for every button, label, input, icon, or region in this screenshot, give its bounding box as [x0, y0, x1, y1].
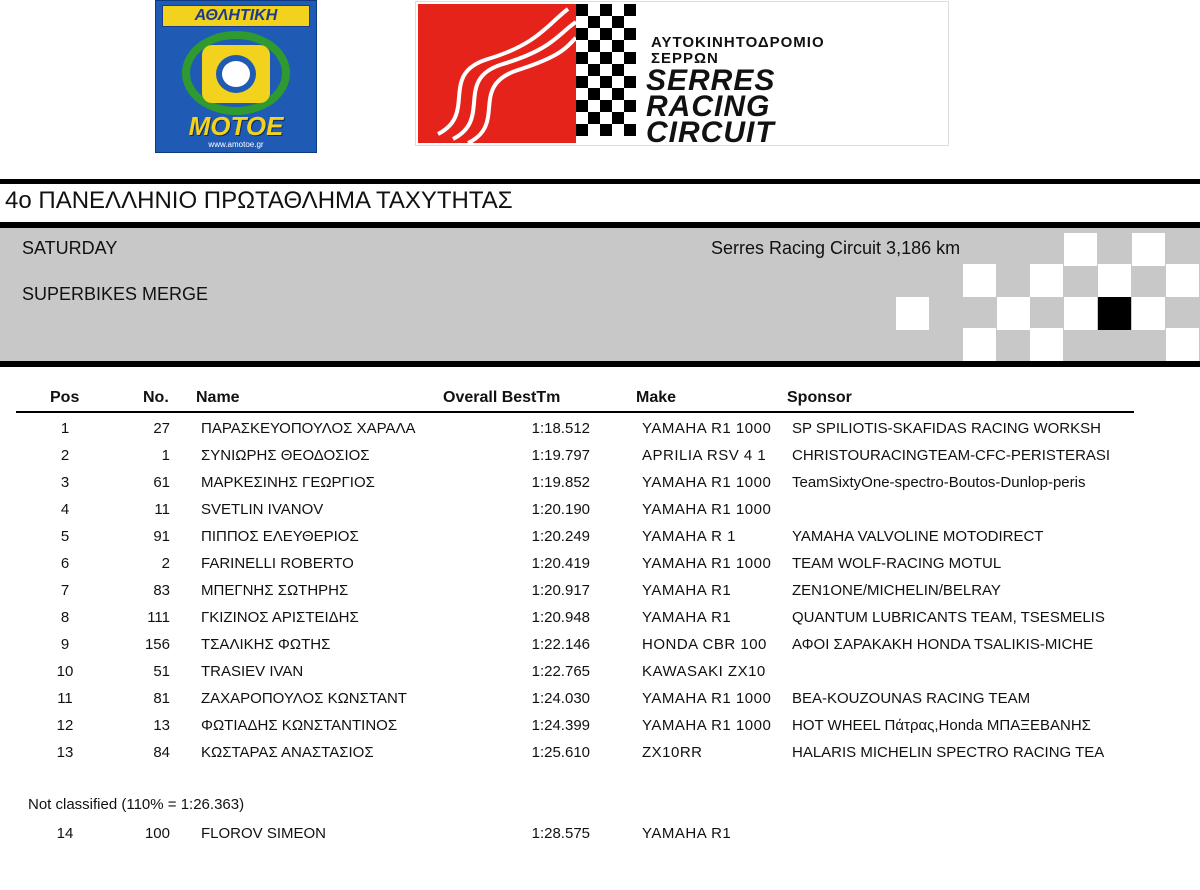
cell-best-time: 1:20.190	[531, 501, 590, 518]
header-sponsor: Sponsor	[787, 389, 852, 406]
cell-sponsor: TeamSixtyOne-spectro-Boutos-Dunlop-peris	[792, 474, 1086, 491]
cell-make: APRILIA RSV 4 1	[642, 447, 767, 464]
table-row	[0, 743, 1200, 770]
cell-pos: 5	[60, 528, 70, 545]
table-row	[0, 689, 1200, 716]
logo-greek-line2: ΣΕΡΡΩΝ	[651, 50, 719, 67]
cell-name: FARINELLI ROBERTO	[201, 555, 354, 572]
cell-make: YAMAHA R 1	[642, 528, 736, 545]
logo-word-circuit: CIRCUIT	[646, 116, 775, 146]
logo-top-text: ΑΘΛΗΤΙΚΗ	[162, 5, 310, 27]
cell-make: YAMAHA R1 1000	[642, 555, 772, 572]
motoe-emblem-icon	[202, 45, 270, 103]
event-title: 4o ΠΑΝΕΛΛΗΝΙΟ ΠΡΩΤΑΘΛΗΜΑ ΤΑΧΥΤΗΤΑΣ	[5, 187, 513, 214]
cell-no: 27	[153, 420, 170, 437]
cell-name: TRASIEV IVAN	[201, 663, 304, 680]
table-row	[0, 581, 1200, 608]
header-pos: Pos	[50, 389, 80, 406]
cell-sponsor: TEAM WOLF-RACING MOTUL	[792, 555, 1002, 572]
cell-no: 2	[161, 555, 170, 572]
cell-make: KAWASAKI ZX10	[642, 663, 766, 680]
cell-no: 83	[153, 582, 170, 599]
cell-best-time: 1:20.917	[531, 582, 590, 599]
table-row	[0, 608, 1200, 635]
cell-no: 13	[153, 717, 170, 734]
cell-sponsor: QUANTUM LUBRICANTS TEAM, TSESMELIS	[792, 609, 1105, 626]
top-rule	[0, 179, 1200, 184]
header-name: Name	[196, 389, 240, 406]
cell-best-time: 1:28.575	[531, 825, 590, 842]
cell-make: YAMAHA R1	[642, 825, 732, 842]
cell-no: 111	[147, 609, 170, 626]
cell-pos: 4	[60, 501, 70, 518]
cell-sponsor: CHRISTOURACINGTEAM-CFC-PERISTERASI	[792, 447, 1111, 464]
cell-pos: 2	[60, 447, 70, 464]
not-classified-label: Not classified (110% = 1:26.363)	[28, 796, 245, 813]
cell-sponsor: HALARIS MICHELIN SPECTRO RACING TEA	[792, 744, 1105, 761]
cell-best-time: 1:22.146	[531, 636, 590, 653]
athlitiki-motoe-logo	[155, 0, 317, 153]
cell-make: HONDA CBR 100	[642, 636, 767, 653]
logo-word-racing: RACING	[646, 90, 771, 123]
table-row	[0, 446, 1200, 473]
cell-best-time: 1:24.030	[531, 690, 590, 707]
cell-pos: 7	[60, 582, 70, 599]
table-row	[0, 473, 1200, 500]
cell-name: ΠΑΡΑΣΚΕΥΟΠΟΥΛΟΣ ΧΑΡΑΛΑ	[201, 420, 416, 437]
cell-make: ZX10RR	[642, 744, 703, 761]
header-make: Make	[636, 389, 677, 406]
cell-name: SVETLIN IVANOV	[201, 501, 324, 518]
cell-make: YAMAHA R1 1000	[642, 474, 772, 491]
cell-name: ΓΚΙΖΙΝΟΣ ΑΡΙΣΤΕΙΔΗΣ	[201, 609, 359, 626]
cell-pos: 12	[56, 717, 74, 734]
cell-pos: 11	[57, 690, 73, 707]
track-swoosh-icon	[418, 4, 576, 143]
cell-name: ΖΑΧΑΡΟΠΟΥΛΟΣ ΚΩΝΣΤΑΝΤ	[201, 690, 407, 707]
cell-best-time: 1:19.852	[531, 474, 590, 491]
logo-wordmark	[646, 64, 776, 146]
table-row	[0, 527, 1200, 554]
cell-pos: 14	[56, 825, 74, 842]
table-row	[0, 716, 1200, 743]
cell-no: 11	[154, 501, 170, 518]
cell-pos: 6	[60, 555, 70, 572]
cell-no: 156	[144, 636, 170, 653]
logo-bottom-text: MOTOE	[188, 111, 284, 141]
cell-no: 51	[153, 663, 170, 680]
cell-pos: 8	[60, 609, 70, 626]
cell-sponsor: ZEN1ONE/MICHELIN/BELRAY	[792, 582, 1001, 599]
cell-no: 84	[153, 744, 170, 761]
logo-url: www.amotoe.gr	[208, 140, 264, 149]
serres-racing-circuit-logo	[415, 1, 949, 146]
cell-no: 91	[153, 528, 170, 545]
cell-sponsor: HOT WHEEL Πάτρας,Honda ΜΠΑΞΕΒΑΝΗΣ	[792, 717, 1091, 734]
cell-best-time: 1:22.765	[531, 663, 590, 680]
cell-best-time: 1:19.797	[531, 447, 590, 464]
logo-greek-line1: ΑΥΤΟΚΙΝΗΤΟΔΡΟΜΙΟ	[651, 34, 825, 51]
cell-make: YAMAHA R1 1000	[642, 717, 772, 734]
cell-sponsor: SP SPILIOTIS-SKAFIDAS RACING WORKSH	[792, 420, 1101, 437]
cell-make: YAMAHA R1	[642, 582, 732, 599]
cell-best-time: 1:25.610	[531, 744, 590, 761]
cell-name: ΚΩΣΤΑΡΑΣ ΑΝΑΣΤΑΣΙΟΣ	[201, 744, 374, 761]
table-row	[0, 419, 1200, 446]
header-rule	[16, 411, 1134, 413]
cell-sponsor: ΑΦΟΙ ΣΑΡΑΚΑΚΗ HONDA TSALIKIS-MICHE	[792, 636, 1094, 653]
logo-word-serres: SERRES	[646, 64, 776, 97]
table-row	[0, 500, 1200, 527]
cell-name: ΤΣΑΛΙΚΗΣ ΦΩΤΗΣ	[201, 636, 331, 653]
cell-make: YAMAHA R1 1000	[642, 501, 772, 518]
session-class: SUPERBIKES MERGE	[22, 284, 209, 304]
table-row-not-classified	[0, 824, 1200, 851]
table-row	[0, 662, 1200, 689]
cell-pos: 10	[56, 663, 74, 680]
cell-no: 100	[144, 825, 170, 842]
cell-best-time: 1:20.948	[531, 609, 590, 626]
cell-name: ΠΙΠΠΟΣ ΕΛΕΥΘΕΡΙΟΣ	[201, 528, 359, 545]
session-info-band	[0, 228, 1200, 362]
table-row	[0, 635, 1200, 662]
cell-pos: 3	[60, 474, 70, 491]
cell-pos: 9	[60, 636, 70, 653]
cell-best-time: 1:24.399	[531, 717, 590, 734]
cell-name: FLOROV SIMEON	[201, 825, 327, 842]
session-day: SATURDAY	[22, 238, 118, 258]
table-row	[0, 554, 1200, 581]
cell-best-time: 1:18.512	[531, 420, 590, 437]
cell-sponsor: BEA-KOUZOUNAS RACING TEAM	[792, 690, 1031, 707]
cell-pos: 1	[60, 420, 70, 437]
cell-no: 1	[161, 447, 170, 464]
cell-make: YAMAHA R1 1000	[642, 420, 772, 437]
cell-name: ΜΑΡΚΕΣΙΝΗΣ ΓΕΩΡΓΙΟΣ	[201, 474, 375, 491]
header-no: No.	[143, 389, 169, 406]
cell-name: ΦΩΤΙΑΔΗΣ ΚΩΝΣΤΑΝΤΙΝΟΣ	[201, 717, 398, 734]
cell-name: ΣΥΝΙΩΡΗΣ ΘΕΟΔΟΣΙΟΣ	[201, 447, 370, 464]
checkered-flag-icon	[576, 4, 636, 143]
cell-best-time: 1:20.249	[531, 528, 590, 545]
cell-best-time: 1:20.419	[531, 555, 590, 572]
cell-no: 81	[153, 690, 170, 707]
band-bottom-rule	[0, 361, 1200, 367]
cell-name: ΜΠΕΓΝΗΣ ΣΩΤΗΡΗΣ	[201, 582, 349, 599]
cell-pos: 13	[56, 744, 74, 761]
cell-make: YAMAHA R1	[642, 609, 732, 626]
cell-no: 61	[153, 474, 170, 491]
logo-greek-text	[651, 35, 825, 67]
cell-sponsor: YAMAHA VALVOLINE MOTODIRECT	[792, 528, 1044, 545]
header-best-time: Overall BestTm	[443, 389, 561, 406]
cell-make: YAMAHA R1 1000	[642, 690, 772, 707]
circuit-info: Serres Racing Circuit 3,186 km	[711, 238, 961, 258]
